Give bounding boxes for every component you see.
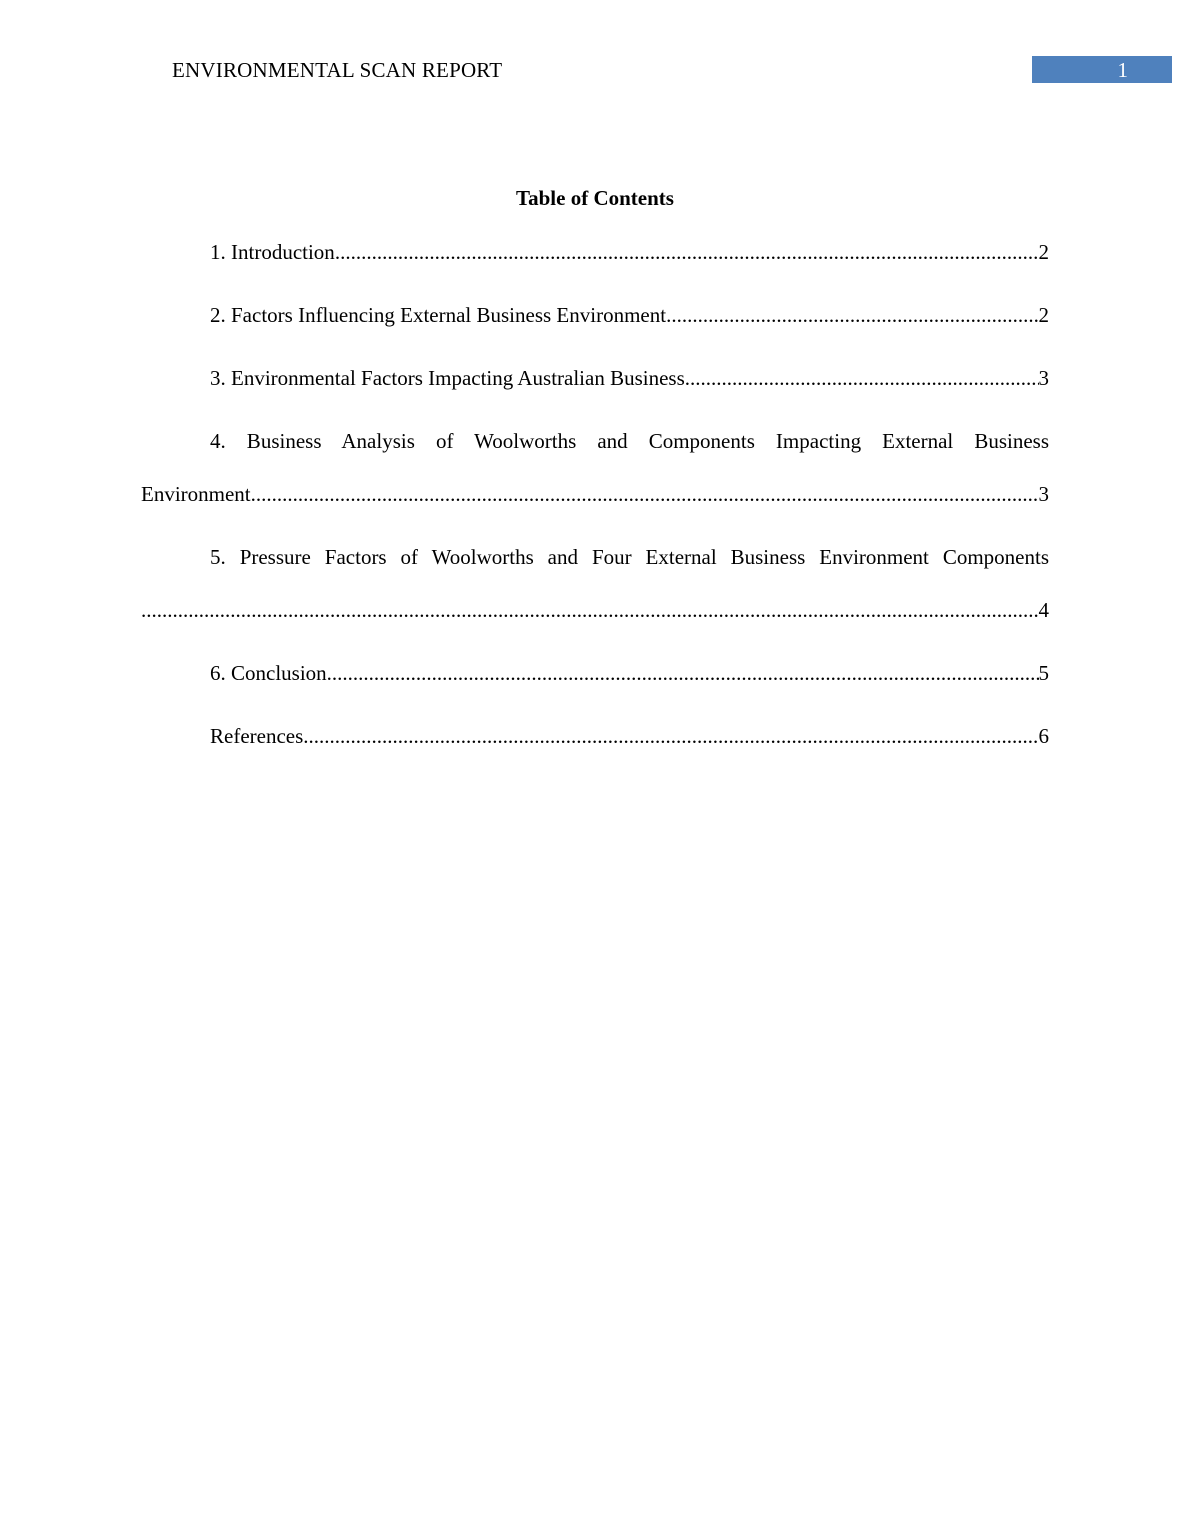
dot-leader [303, 724, 1038, 749]
toc-heading: Table of Contents [516, 186, 674, 210]
page-number-badge: 1 [1032, 56, 1172, 83]
dot-leader [685, 366, 1039, 391]
toc-entry-pressure-factors[interactable]: 5. Pressure Factors of Woolworths and Four External Business Environment Components ..... 4 [141, 545, 1049, 628]
toc-entry-conclusion[interactable]: 6. Conclusion ..... 5 [141, 661, 1049, 691]
dot-leader [327, 661, 1039, 686]
dot-leader [251, 482, 1039, 507]
table-of-contents [141, 240, 1049, 787]
toc-entry-business-analysis[interactable]: 4. Business Analysis of Woolworths and Components Impacting External Business Environment ..... 3 [141, 429, 1049, 512]
toc-entry-introduction[interactable]: 1. Introduction ..... 2 [141, 240, 1049, 270]
toc-entry-references[interactable]: References ..... 6 [141, 724, 1049, 754]
running-header-title: ENVIRONMENTAL SCAN REPORT [172, 58, 503, 82]
dot-leader [335, 240, 1039, 265]
toc-entry-factors[interactable]: 2. Factors Influencing External Business Environment ..... 2 [141, 303, 1049, 333]
dot-leader [141, 598, 1039, 623]
dot-leader [666, 303, 1038, 328]
toc-entry-environmental-factors[interactable]: 3. Environmental Factors Impacting Australian Business ..... 3 [141, 366, 1049, 396]
